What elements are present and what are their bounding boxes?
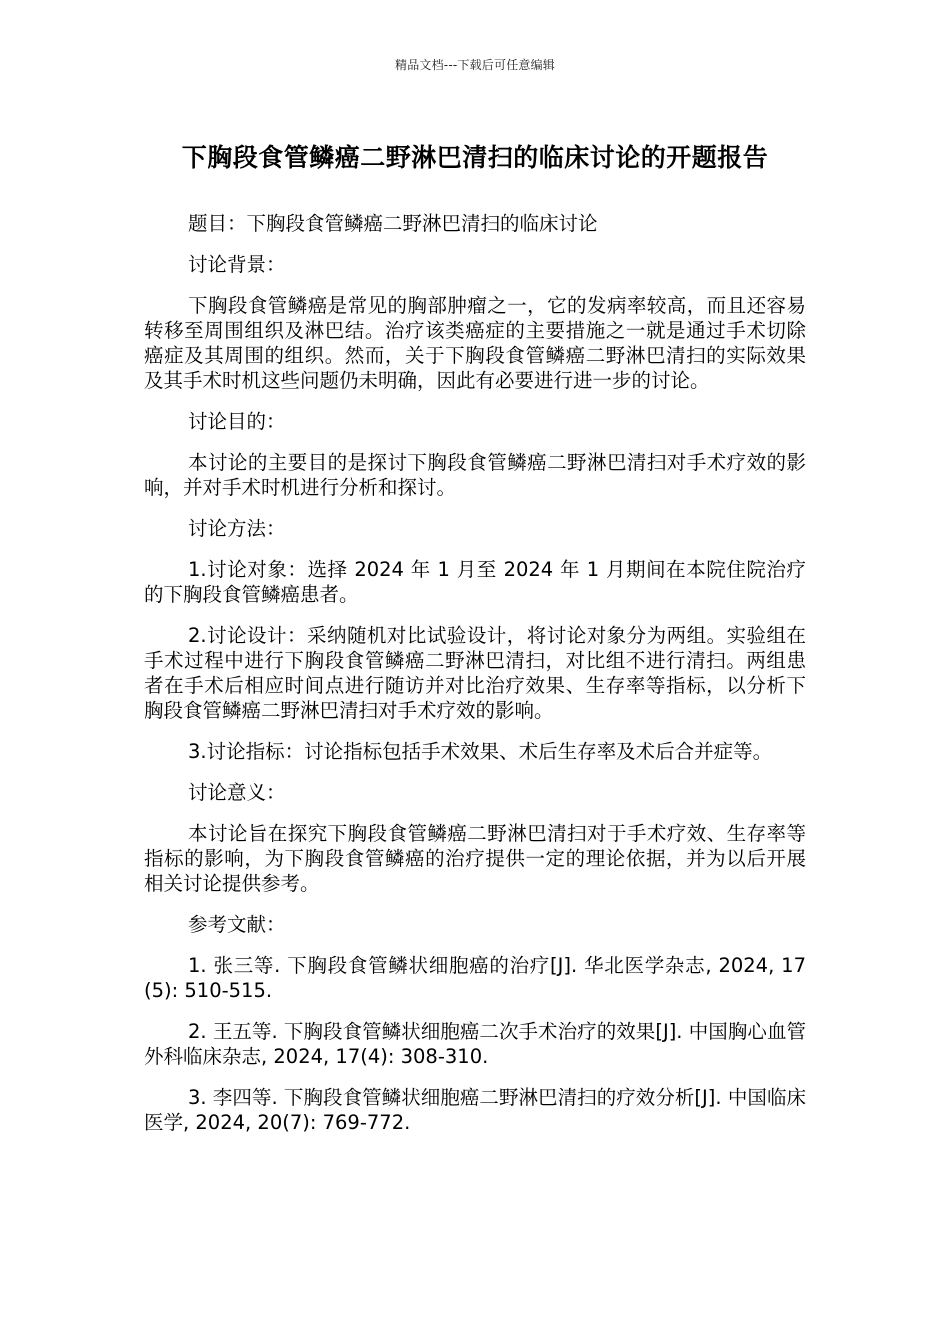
topic-paragraph: 题目：下胸段食管鳞癌二野淋巴清扫的临床讨论 xyxy=(188,212,598,235)
header-note: 精品文档---下载后可任意编辑 xyxy=(395,58,555,72)
references-heading: 参考文献： xyxy=(188,913,286,936)
reference-item-1: 1. 张三等. 下胸段食管鳞状细胞癌的治疗[J]. 华北医学杂志, 2024, 17(5): 510-515. xyxy=(144,954,806,1002)
purpose-paragraph: 本讨论的主要目的是探讨下胸段食管鳞癌二野淋巴清扫对手术疗效的影响，并对手术时机进行分析和探讨。 xyxy=(144,451,806,499)
document-title: 下胸段食管鳞癌二野淋巴清扫的临床讨论的开题报告 xyxy=(181,143,769,172)
method-item-1: 1.讨论对象：选择 2024 年 1 月至 2024 年 1 月期间在本院住院治疗的下胸段食管鳞癌患者。 xyxy=(144,558,806,606)
significance-heading: 讨论意义： xyxy=(188,781,286,804)
reference-item-2: 2. 王五等. 下胸段食管鳞状细胞癌二次手术治疗的效果[J]. 中国胸心血管外科临床杂志, 2024, 17(4): 308-310. xyxy=(144,1020,806,1068)
background-heading: 讨论背景： xyxy=(188,253,286,276)
method-item-2: 2.讨论设计：采纳随机对比试验设计，将讨论对象分为两组。实验组在手术过程中进行下胸段食管鳞癌二野淋巴清扫，对比组不进行清扫。两组患者在手术后相应时间点进行随访并对比治疗效果、生存率等指标，以分析下胸段食管鳞癌二野淋巴清扫对手术疗效的影响。 xyxy=(144,624,806,722)
method-item-3: 3.讨论指标：讨论指标包括手术效果、术后生存率及术后合并症等。 xyxy=(188,740,773,763)
background-paragraph: 下胸段食管鳞癌是常见的胸部肿瘤之一，它的发病率较高，而且还容易转移至周围组织及淋巴结。治疗该类癌症的主要措施之一就是通过手术切除癌症及其周围的组织。然而，关于下胸段食管鳞癌二野淋巴清扫的实际效果及其手术时机这些问题仍未明确，因此有必要进行进一步的讨论。 xyxy=(144,294,806,392)
reference-item-3: 3. 李四等. 下胸段食管鳞状细胞癌二野淋巴清扫的疗效分析[J]. 中国临床医学, 2024, 20(7): 769-772. xyxy=(144,1086,806,1134)
method-heading: 讨论方法： xyxy=(188,517,286,540)
document-body xyxy=(144,211,806,1151)
significance-paragraph: 本讨论旨在探究下胸段食管鳞癌二野淋巴清扫对于手术疗效、生存率等指标的影响，为下胸段食管鳞癌的治疗提供一定的理论依据，并为以后开展相关讨论提供参考。 xyxy=(144,822,806,895)
purpose-heading: 讨论目的： xyxy=(188,410,286,433)
